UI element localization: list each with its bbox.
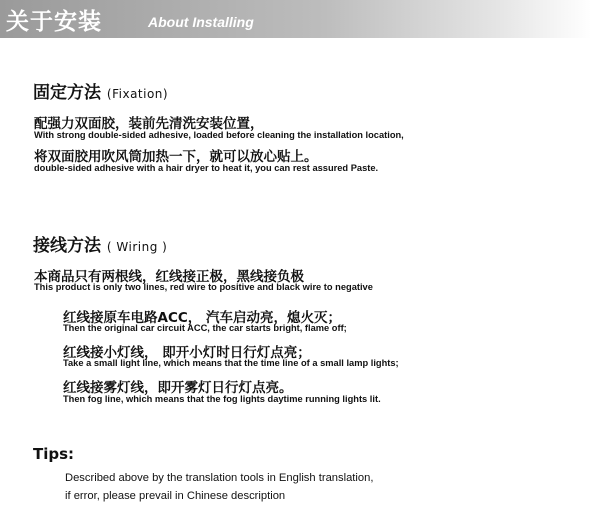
wiring-subtitle: ( Wiring ) xyxy=(106,240,168,254)
wiring-item-3-en: Then fog line, which means that the fog lights daytime running lights lit. xyxy=(63,394,381,404)
fixation-line-1-zh: 配强力双面胶，装前先清洗安装位置， xyxy=(34,116,264,132)
tips-label: Tips: xyxy=(33,445,75,463)
wiring-intro-en: This product is only two lines, red wire to positive and black wire to negative xyxy=(34,282,373,292)
fixation-line-2-zh: 将双面胶用吹风筒加热一下，就可以放心贴上。 xyxy=(34,149,318,165)
wiring-intro-zh: 本商品只有两根线，红线接正极，黑线接负极 xyxy=(34,269,304,285)
fixation-title: 固定方法 xyxy=(33,83,101,103)
fixation-line-2-en: double-sided adhesive with a hair dryer to heat it, you can rest assured Paste. xyxy=(34,163,379,173)
fixation-heading xyxy=(33,78,168,103)
section-header-bar xyxy=(0,0,591,38)
wiring-title: 接线方法 xyxy=(33,236,101,256)
wiring-item-3-zh: 红线接雾灯线，即开雾灯日行灯点亮。 xyxy=(63,380,293,396)
wiring-item-2-en: Take a small light line, which means that the time line of a small lamp lights; xyxy=(63,358,399,368)
header-title-zh: 关于安装 xyxy=(6,9,102,35)
wiring-heading xyxy=(33,231,167,256)
fixation-subtitle: (Fixation) xyxy=(106,87,169,101)
tips-line-2: if error, please prevail in Chinese description xyxy=(65,490,286,502)
wiring-item-1-zh: 红线接原车电路ACC， 汽车启动亮，熄火灭； xyxy=(63,310,341,326)
wiring-item-1-en: Then the original car circuit ACC, the car starts bright, flame off; xyxy=(63,323,347,333)
fixation-line-1-en: With strong double-sided adhesive, loaded before cleaning the installation location, xyxy=(34,130,404,140)
wiring-item-2-zh: 红线接小灯线， 即开小灯时日行灯点亮； xyxy=(63,345,311,361)
tips-line-1: Described above by the translation tools in English translation, xyxy=(65,472,374,484)
header-title-en: About Installing xyxy=(148,14,254,30)
